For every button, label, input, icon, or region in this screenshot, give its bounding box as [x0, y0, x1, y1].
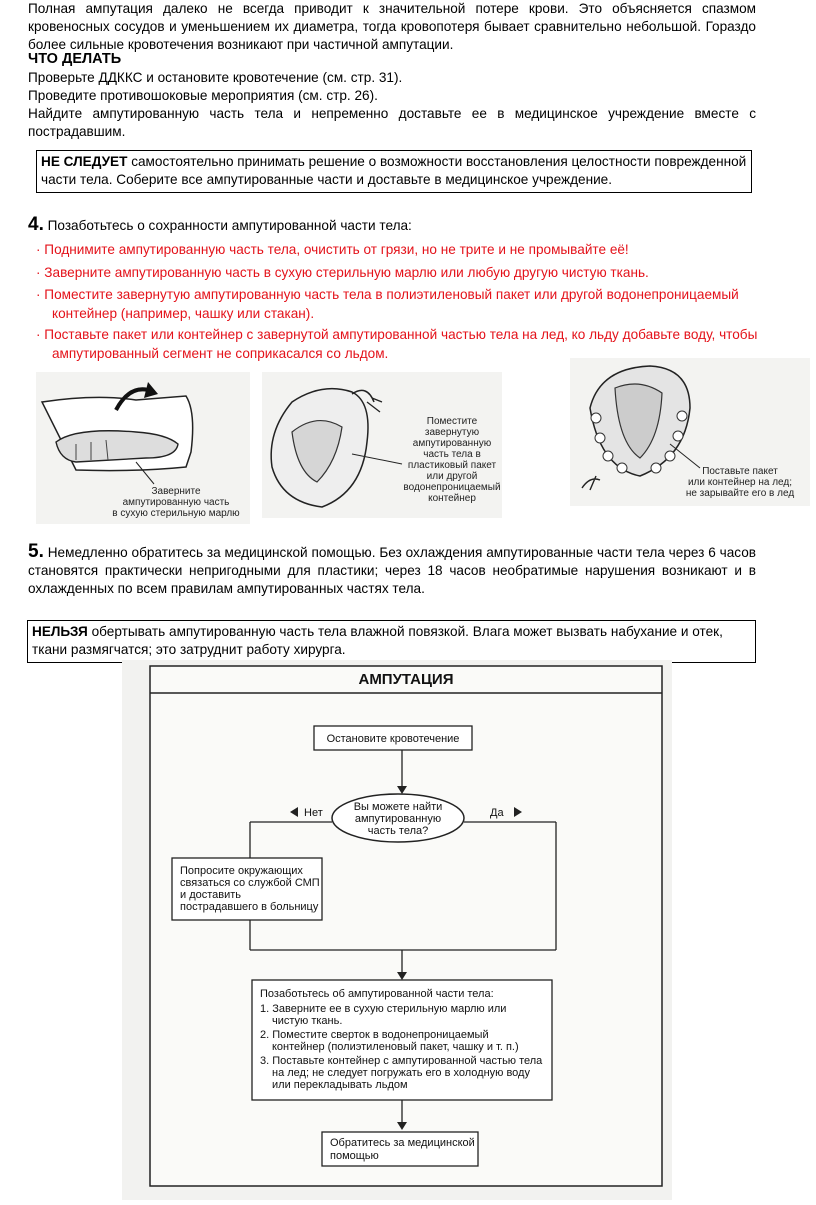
caption-2-line-1: Поместите [426, 416, 478, 427]
care-item-3a: 3. Поставьте контейнер с ампутированной частью тела [260, 1055, 543, 1067]
ask-help-line-2: связаться со службой СМП [180, 877, 320, 889]
caption-1-line-2: ампутированную часть [122, 497, 230, 508]
caption-3-line-2: или контейнер на лед; [687, 477, 793, 488]
gauze-hand-drawing [36, 372, 250, 524]
step-4-bullet-3-line2: контейнер (например, чашку или стакан). [52, 306, 315, 321]
question-line-1: Вы можете найти [353, 801, 443, 813]
caption-2-line-3: ампутированную [412, 438, 492, 449]
step-4-bullet-3 [36, 285, 760, 323]
flowchart-scan [122, 660, 672, 1200]
caption-wrap [112, 486, 240, 519]
ask-help-line-4: пострадавшего в больницу [180, 901, 319, 913]
caption-1-line-3: в сухую стерильную марлю [112, 508, 240, 519]
caption-2-line-5: пластиковый пакет [407, 460, 497, 471]
flowchart-title: АМПУТАЦИЯ [358, 671, 454, 688]
final-line-1: Обратитесь за медицинской [330, 1137, 475, 1149]
stop-bleeding-text: Остановите кровотечение [326, 733, 460, 745]
no-label: Нет [304, 807, 323, 819]
caption-2-line-7: водонепроницаемый [403, 482, 501, 493]
step-4-bullet-4-line2: ампутированный сегмент не соприкасался со льдом. [52, 346, 389, 361]
yes-label: Да [490, 807, 504, 819]
what-to-do-item-1: Проверьте ДДККС и остановите кровотечение (см. стр. 31). [28, 70, 403, 85]
intro-paragraph: Полная ампутация далеко не всегда приводит к значительной потере крови. Это объясняется спазмом кровеносных сосудов и уменьшением их диаметра, тогда кровопотеря бывает сравнительно небольшой. Гораздо более сильные кровотечения возникают при частичной ампутации. [28, 1, 756, 52]
question-line-3: часть тела? [367, 825, 429, 837]
warning-2-bold: НЕЛЬЗЯ [32, 624, 88, 639]
question-line-2: ампутированную [354, 813, 442, 825]
what-to-do-item-2: Проведите противошоковые мероприятия (см. стр. 26). [28, 88, 378, 103]
step-4-number: 4. [28, 214, 44, 235]
care-title: Позаботьтесь об ампутированной части тела: [260, 988, 494, 1000]
care-item-2b: контейнер (полиэтиленовый пакет, чашку и т. п.) [272, 1041, 519, 1053]
ask-help-line-3: и доставить [180, 889, 242, 901]
care-item-3b: на лед; не следует погружать его в холодную воду [272, 1067, 530, 1079]
ice-drawing [570, 358, 810, 506]
warning-bold: НЕ СЛЕДУЕТ [41, 154, 128, 169]
warning-2-text: обертывать ампутированную часть тела влажной повязкой. Влага может вызвать набухание и отек, ткани размягчатся; это затруднит работу хирурга. [32, 624, 723, 657]
ask-help-line-1: Попросите окружающих [180, 865, 303, 877]
step-5 [28, 543, 756, 598]
what-to-do-heading: ЧТО ДЕЛАТЬ [28, 51, 122, 67]
step-4-bullet-4-line1: · Поставьте пакет или контейнер с завернутой ампутированной частью тела на лед, ко льду добавьте воду, чтобы [36, 327, 758, 342]
caption-2-line-2: завернутую [424, 427, 480, 438]
step-4 [28, 216, 756, 235]
caption-3-line-3: не зарывайте его в лед [685, 488, 795, 499]
caption-2-line-4: часть тела в [423, 449, 481, 460]
final-line-2: помощью [330, 1150, 379, 1162]
illustration-bag [262, 372, 502, 518]
what-to-do-item-3: Найдите ампутированную часть тела и непременно доставьте ее в медицинское учреждение вместе с пострадавшим. [28, 106, 756, 139]
bag-drawing [262, 372, 502, 518]
care-item-2a: 2. Поместите сверток в водонепроницаемый [260, 1029, 489, 1041]
caption-2-line-8: контейнер [428, 493, 476, 504]
warning-box-ne-sleduet [36, 150, 752, 193]
step-4-bullet-1: · Поднимите ампутированную часть тела, очистить от грязи, но не трите и не промывайте её! [36, 242, 629, 257]
step-5-text: Немедленно обратитесь за медицинской помощью. Без охлаждения ампутированные части тела через 6 часов становятся практически непригодными для пластики; через 18 часов необратимые нарушения возникают и в охлажденных по всем правилам ампутированных частях тела. [28, 545, 757, 596]
care-item-1b: чистую ткань. [272, 1015, 343, 1027]
illustration-ice [570, 358, 810, 506]
step-4-bullet-3-line1: · Поместите завернутую ампутированную часть тела в полиэтиленовый пакет или другой водонепроницаемый [36, 287, 739, 302]
illustration-wrap-in-gauze [36, 372, 250, 524]
caption-1-line-1: Заверните [151, 486, 201, 497]
step-5-number: 5. [28, 541, 44, 562]
care-item-1a: 1. Заверните ее в сухую стерильную марлю или [260, 1003, 507, 1015]
step-4-bullet-2: · Заверните ампутированную часть в сухую стерильную марлю или любую другую чистую ткань. [36, 265, 649, 280]
warning-text: самостоятельно принимать решение о возможности восстановления целостности поврежденной части тела. Соберите все ампутированные части и доставьте в медицинское учреждение. [41, 154, 747, 187]
care-item-3c: или перекладывать льдом [272, 1079, 408, 1091]
caption-3-line-1: Поставьте пакет [702, 466, 778, 477]
caption-2-line-6: или другой [426, 471, 478, 482]
amputation-flowchart [122, 660, 672, 1200]
warning-box-nelzya [27, 620, 756, 663]
step-4-text: Позаботьтесь о сохранности ампутированной части тела: [47, 218, 412, 233]
